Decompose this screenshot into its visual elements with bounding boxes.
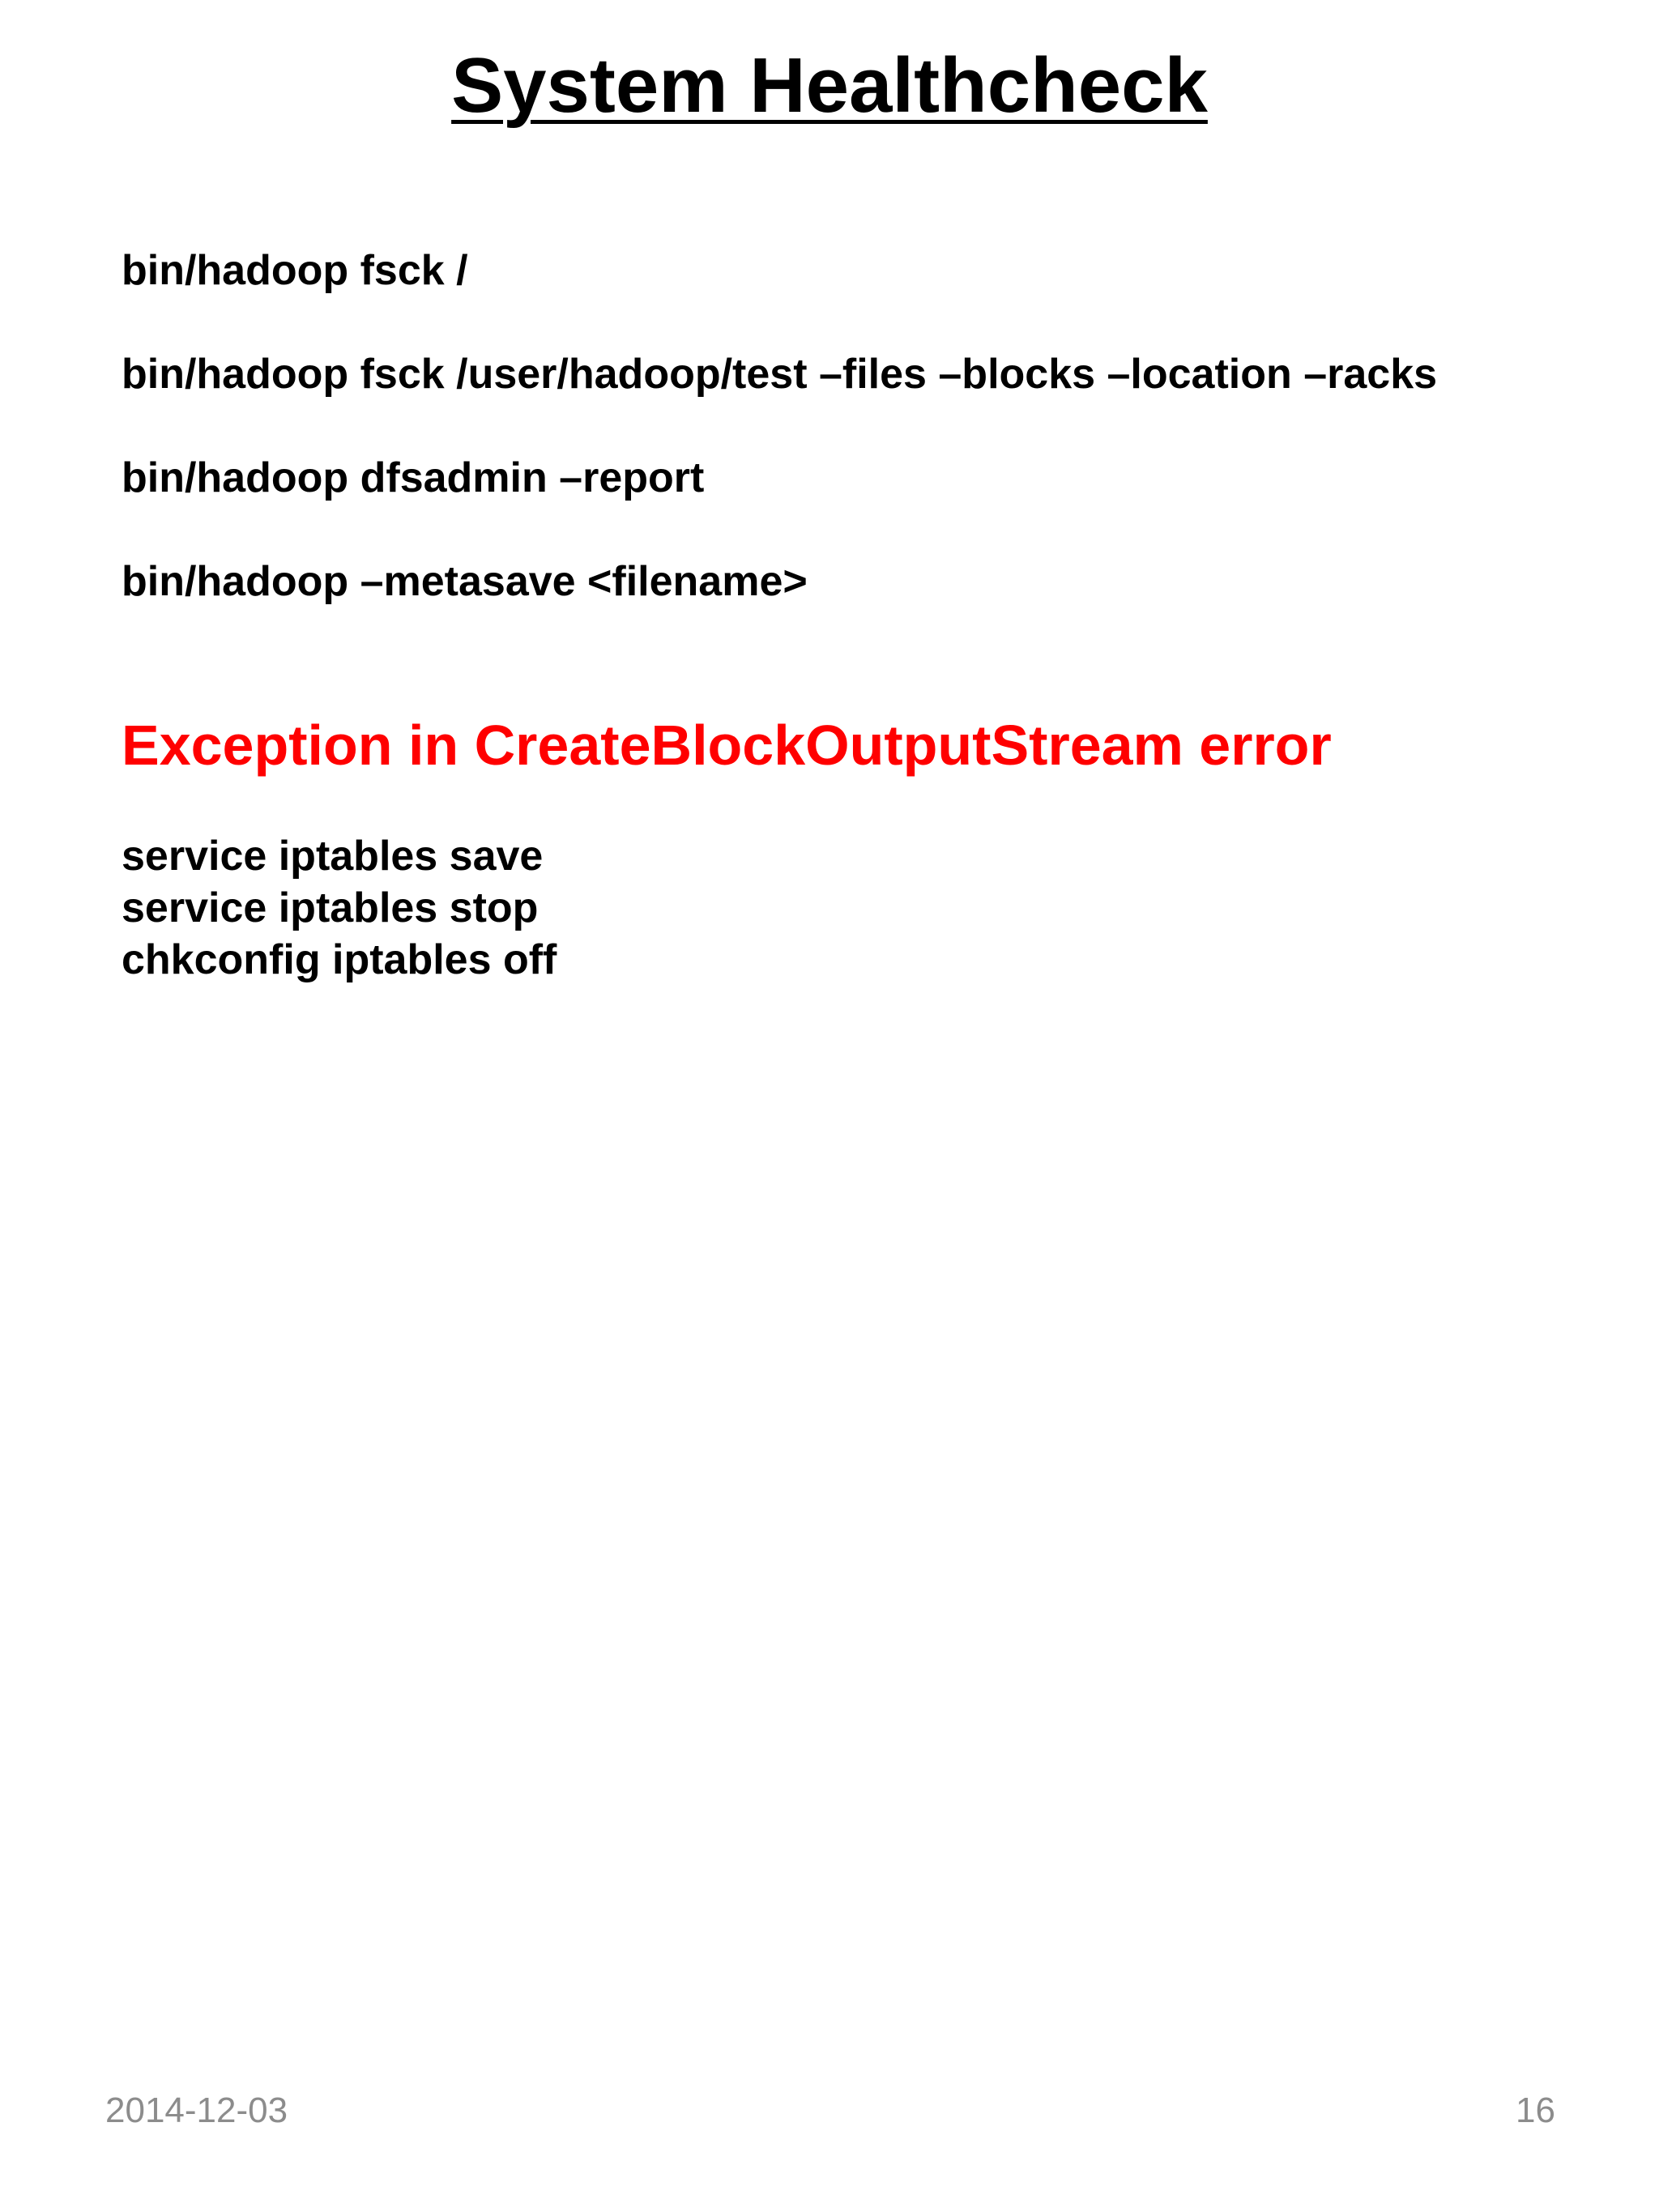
fix-command-list: [122, 830, 557, 986]
command-list: [122, 243, 1628, 658]
footer-date: 2014-12-03: [105, 2091, 288, 2130]
fix-command-stop: service iptables stop: [122, 884, 539, 931]
fix-command-save: service iptables save: [122, 833, 544, 880]
slide-title-text: System Healthcheck: [451, 42, 1208, 129]
command-metasave: bin/hadoop –metasave <filename>: [122, 558, 808, 605]
command-fsck-root: bin/hadoop fsck /: [122, 247, 468, 294]
page-number: 16: [1516, 2091, 1555, 2130]
fix-command-chkconfig: chkconfig iptables off: [122, 936, 557, 983]
command-dfsadmin-report: bin/hadoop dfsadmin –report: [122, 454, 705, 501]
error-heading: Exception in CreateBlockOutputStream error: [122, 714, 1332, 777]
slide-title: [0, 37, 1659, 134]
command-fsck-path: bin/hadoop fsck /user/hadoop/test –files –blocks –location –racks: [122, 351, 1438, 398]
